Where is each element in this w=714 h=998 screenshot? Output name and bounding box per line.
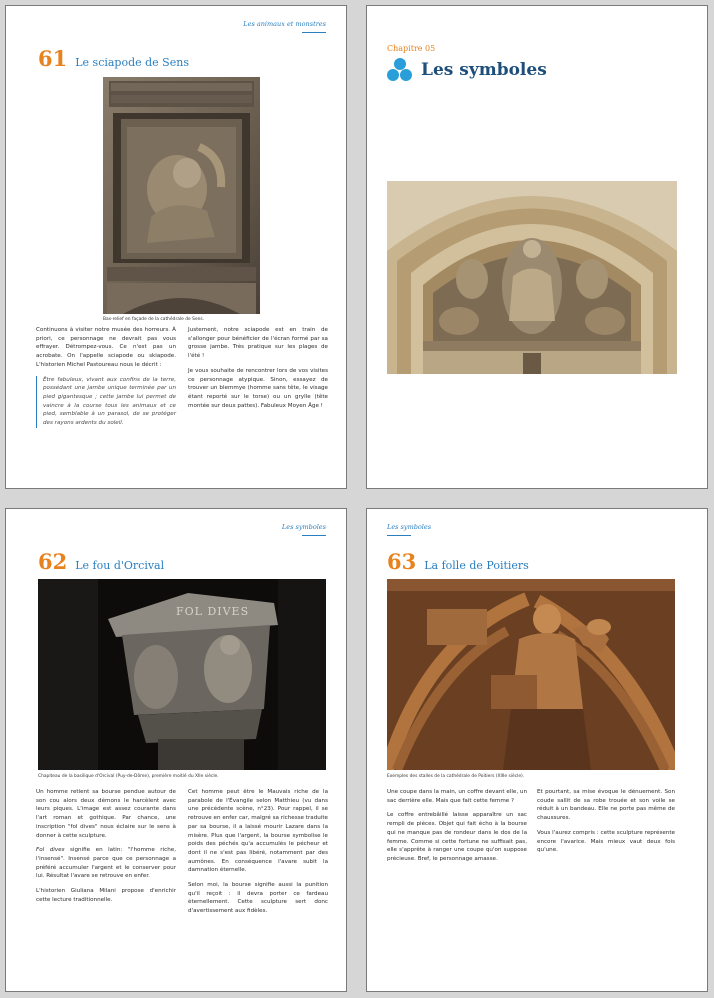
- photo-caption: Chapiteau de la basilique d'Orcival (Puy-de-Dôme), première moitié du XIIe siècle.: [38, 774, 219, 779]
- column-left: [36, 788, 176, 910]
- header-rule: [302, 32, 326, 33]
- section-number: 62: [38, 549, 68, 574]
- paragraph: Et pourtant, sa mise évoque le dénuement. Son coude sallit de sa robe trouée et son voile se réduit à un bandeau. Elle ne porte pas même de chaussures.: [537, 789, 675, 822]
- photo-caption: Bas-relief en façade de la cathédrale de Sens.: [103, 317, 205, 322]
- chapter-title: Les symboles: [421, 60, 547, 80]
- column-left: [36, 326, 176, 434]
- header-rule: [387, 535, 411, 536]
- section-heading: [387, 549, 529, 574]
- paragraph: Selon moi, la bourse signifie aussi la punition qu'il reçoit : il devra porter ce fardeau éternellement. Cette sculpture sert donc d'avertissement aux fidèles.: [188, 882, 328, 915]
- paragraph: L'historien Giuliana Milani propose d'enrichir cette lecture traditionnelle.: [36, 888, 176, 903]
- page-61: [5, 5, 347, 489]
- running-header: Les animaux et monstres: [243, 20, 326, 28]
- column-right: [188, 788, 328, 922]
- paragraph-text: signifie en latin: "l'homme riche, l'insensé". Insensé parce que ce personnage a préféré accumuler l'argent et le conserver pour lui. Résultat l'avare se retrouve en enfer.: [36, 847, 176, 880]
- poitiers-stall-photo: [387, 579, 675, 770]
- section-title: Le fou d'Orcival: [75, 559, 165, 572]
- header-rule: [302, 535, 326, 536]
- tympanum-photo: [387, 181, 677, 374]
- inscription-text: FOL DIVES: [176, 605, 250, 618]
- running-header: Les symboles: [281, 523, 326, 531]
- paragraph: Une coupe dans la main, un coffre devant elle, un sac derrière elle. Mais que fait cette femme ?: [387, 789, 527, 804]
- page-63: [366, 508, 708, 992]
- chapter-page: [366, 5, 708, 489]
- paragraph: Un homme retient sa bourse pendue autour de son cou alors deux démons le harcèlent avec leurs piques. L'image est assez courante dans l'art roman et gothique. Par chance, une inscription "fol dives" nous éclaire sur le sens à donner à cette sculpture.: [36, 789, 176, 839]
- column-right: [537, 788, 675, 861]
- block-quote: Être fabuleux, vivant aux confins de la terre, possédant une jambe unique terminée par un pied gigantesque ; cette jambe lui permet de vaincre à la course tous les animaux et ce pied, semblable à un parasol, de se protéger des rayons ardents du soleil.: [36, 376, 176, 428]
- italic-term: Fol dives: [36, 847, 65, 854]
- paragraph: Vous l'aurez compris : cette sculpture représente encore l'avarice. Mais mieux vaut deux fois qu'une.: [537, 829, 675, 854]
- section-heading: [38, 46, 189, 71]
- section-heading: [38, 549, 164, 574]
- paragraph: Justement, notre sciapode est en train de s'allonger pour bénéficier de l'écran formé par sa grosse jambe. Très pratique sur les plages de l'été !: [188, 327, 328, 360]
- section-number: 63: [387, 549, 417, 574]
- paragraph: Continuons à visiter notre musée des horreurs. À priori, ce personnage ne devrait pas vous effrayer. Détrompez-vous. Ce n'est pas un acrobate. On l'appelle sciapode ou skiapode. L'historien Michel Pastoureau nous le décrit :: [36, 327, 176, 368]
- photo-caption: Exemples des stalles de la cathédrale de Poitiers (XIIIe siècle).: [387, 774, 525, 779]
- paragraph: [36, 846, 176, 881]
- chapter-heading: [387, 58, 547, 82]
- running-header: Les symboles: [387, 523, 432, 531]
- sciapode-bas-relief-photo: [103, 77, 260, 314]
- orcival-capital-photo: [38, 579, 326, 770]
- chapter-label: Chapitre 05: [387, 44, 436, 53]
- paragraph: Le coffre entrebâillé laisse apparaître un sac rempli de pièces. Objet qui fait écho à la bourse qui ne manque pas de rondeur dans le dos de la femme. Comme si cette fortune ne suffisait pas, elle s'apprête à ranger une coupe qu'on suppose précieuse. Bref, le personnage amasse.: [387, 812, 527, 862]
- section-title: La folle de Poitiers: [424, 559, 529, 572]
- trefoil-icon: [387, 58, 413, 82]
- paragraph: Je vous souhaite de rencontrer lors de vos visites ce personnage atypique. Sinon, essayez de trouver un blemmye (homme sans tête, le visage étant reporté sur le torse) ou un grylle (tête montée sur deux pattes). Fabuleux Moyen Âge !: [188, 367, 328, 409]
- section-title: Le sciapode de Sens: [75, 56, 189, 69]
- page-62: [5, 508, 347, 992]
- column-right: [188, 326, 328, 416]
- section-number: 61: [38, 46, 68, 71]
- column-left: [387, 788, 527, 870]
- paragraph: Cet homme peut être le Mauvais riche de la parabole de l'Évangile selon Matthieu (vu dans une précédente scène, n°23). Pour rappel, il se retrouve en enfer car, malgré sa richesse traduite par sa bourse, il a laissé mourir Lazare dans la misère. Plus que l'argent, la bourse symbolise le poids des péchés qu'a accumulés le pécheur et dont il ne s'est pas libéré, notamment par des aumônes. En conséquence l'avare subit la damnation éternelle.: [188, 789, 328, 874]
